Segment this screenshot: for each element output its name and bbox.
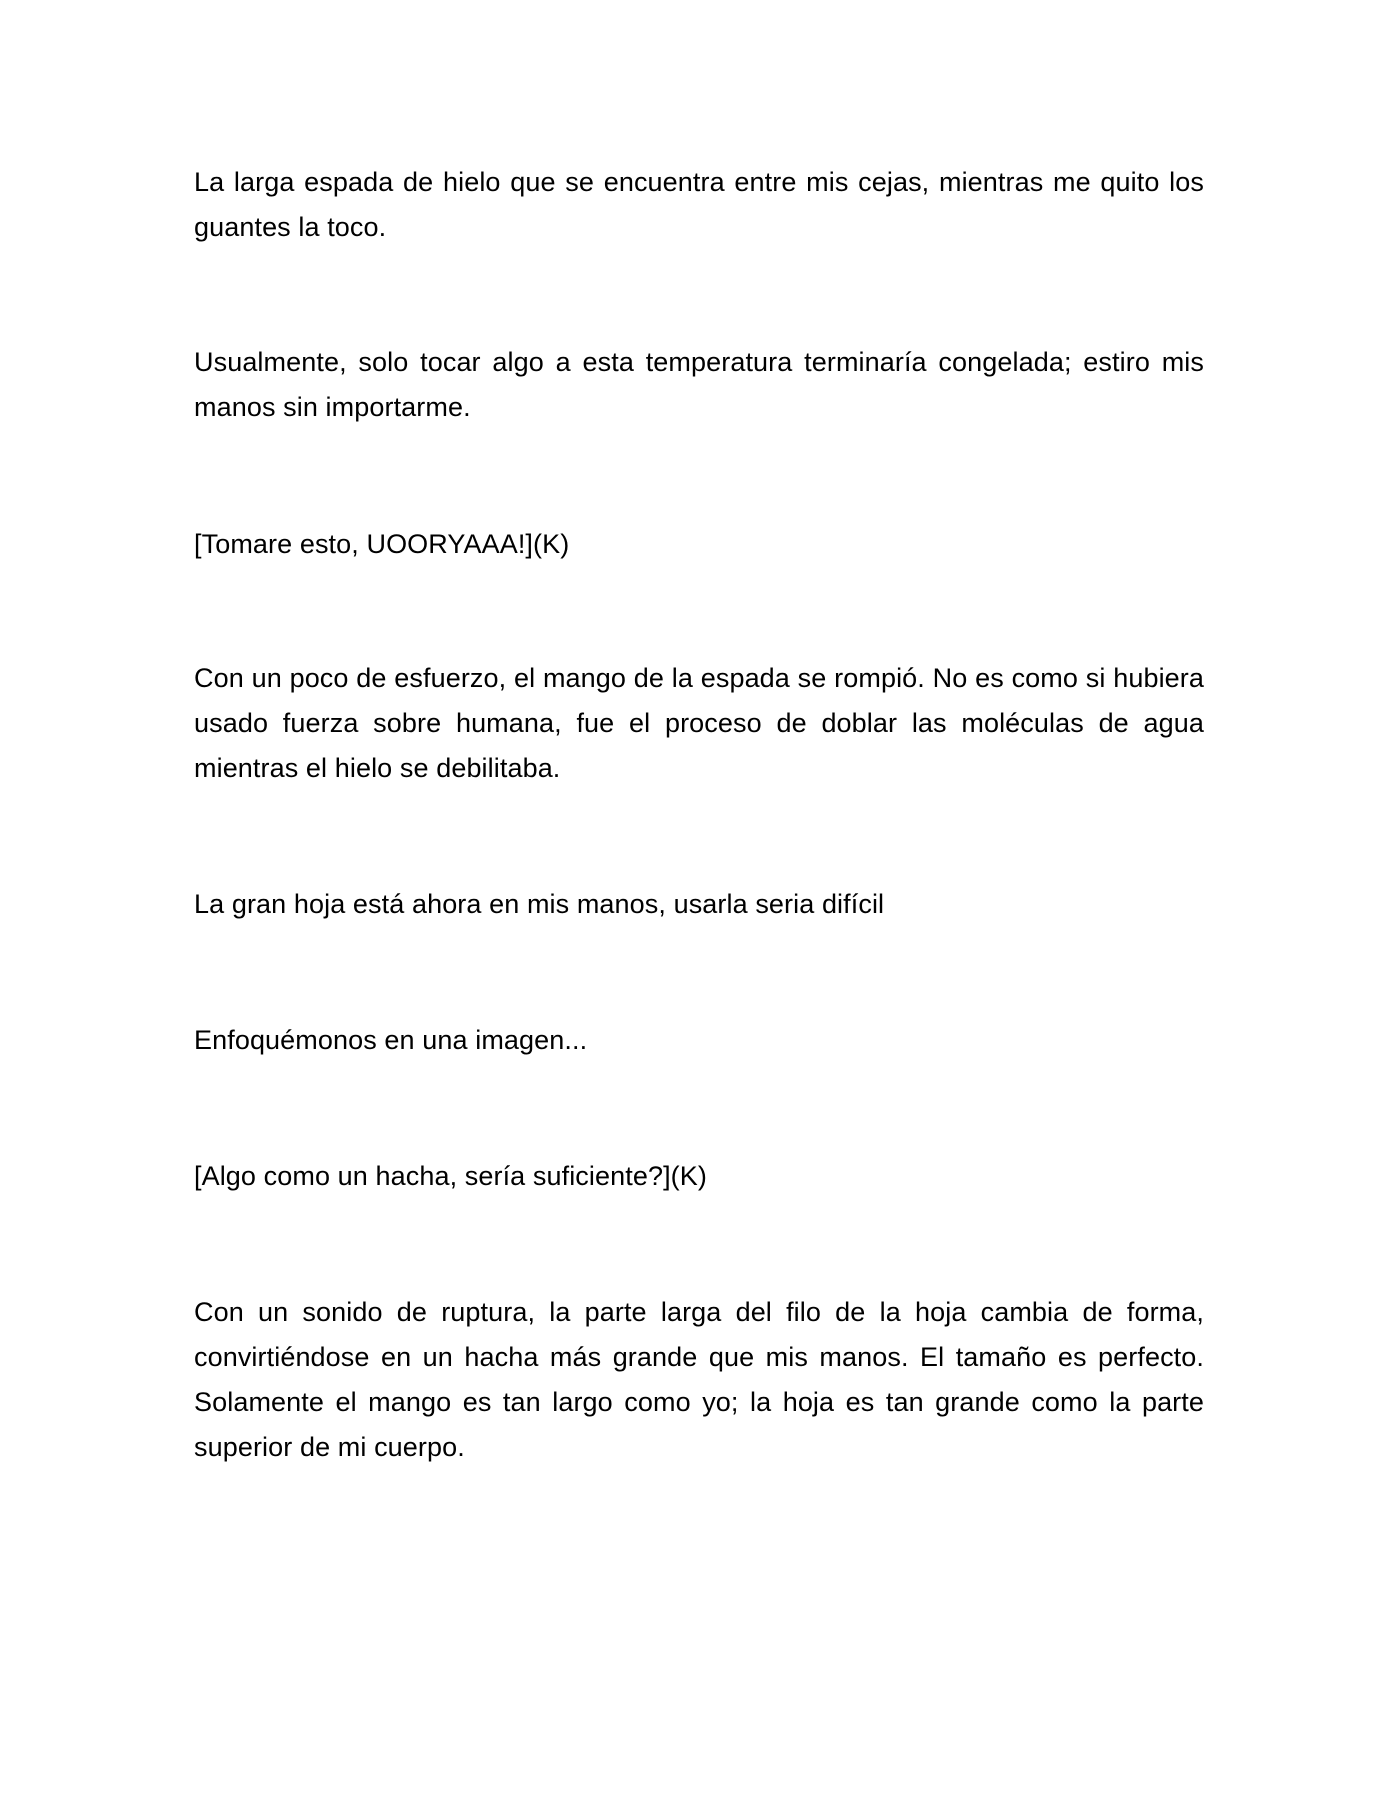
paragraph-3: Con un poco de esfuerzo, el mango de la espada se rompió. No es como si hubiera usado fuerza sobre humana, fue el proceso de doblar las moléculas de agua mientras el hielo se debilitaba. bbox=[194, 663, 1204, 783]
dialogue-line-2: [Algo como un hacha, sería suficiente?](K) bbox=[194, 1161, 707, 1191]
paragraph-4: La gran hoja está ahora en mis manos, usarla seria difícil bbox=[194, 889, 885, 919]
paragraph-6: Con un sonido de ruptura, la parte larga del filo de la hoja cambia de forma, convirtiéndose en un hacha más grande que mis manos. El tamaño es perfecto. Solamente el mango es tan largo como yo; la hoja es tan grande como la parte superior de mi cuerpo. bbox=[194, 1297, 1204, 1462]
paragraph-5: Enfoquémonos en una imagen... bbox=[194, 1025, 588, 1055]
paragraph-1: La larga espada de hielo que se encuentra entre mis cejas, mientras me quito los guantes la toco. bbox=[194, 167, 1204, 242]
dialogue-line-1: [Tomare esto, UOORYAAA!](K) bbox=[194, 529, 570, 559]
paragraph-2: Usualmente, solo tocar algo a esta temperatura terminaría congelada; estiro mis manos sin importarme. bbox=[194, 347, 1204, 422]
